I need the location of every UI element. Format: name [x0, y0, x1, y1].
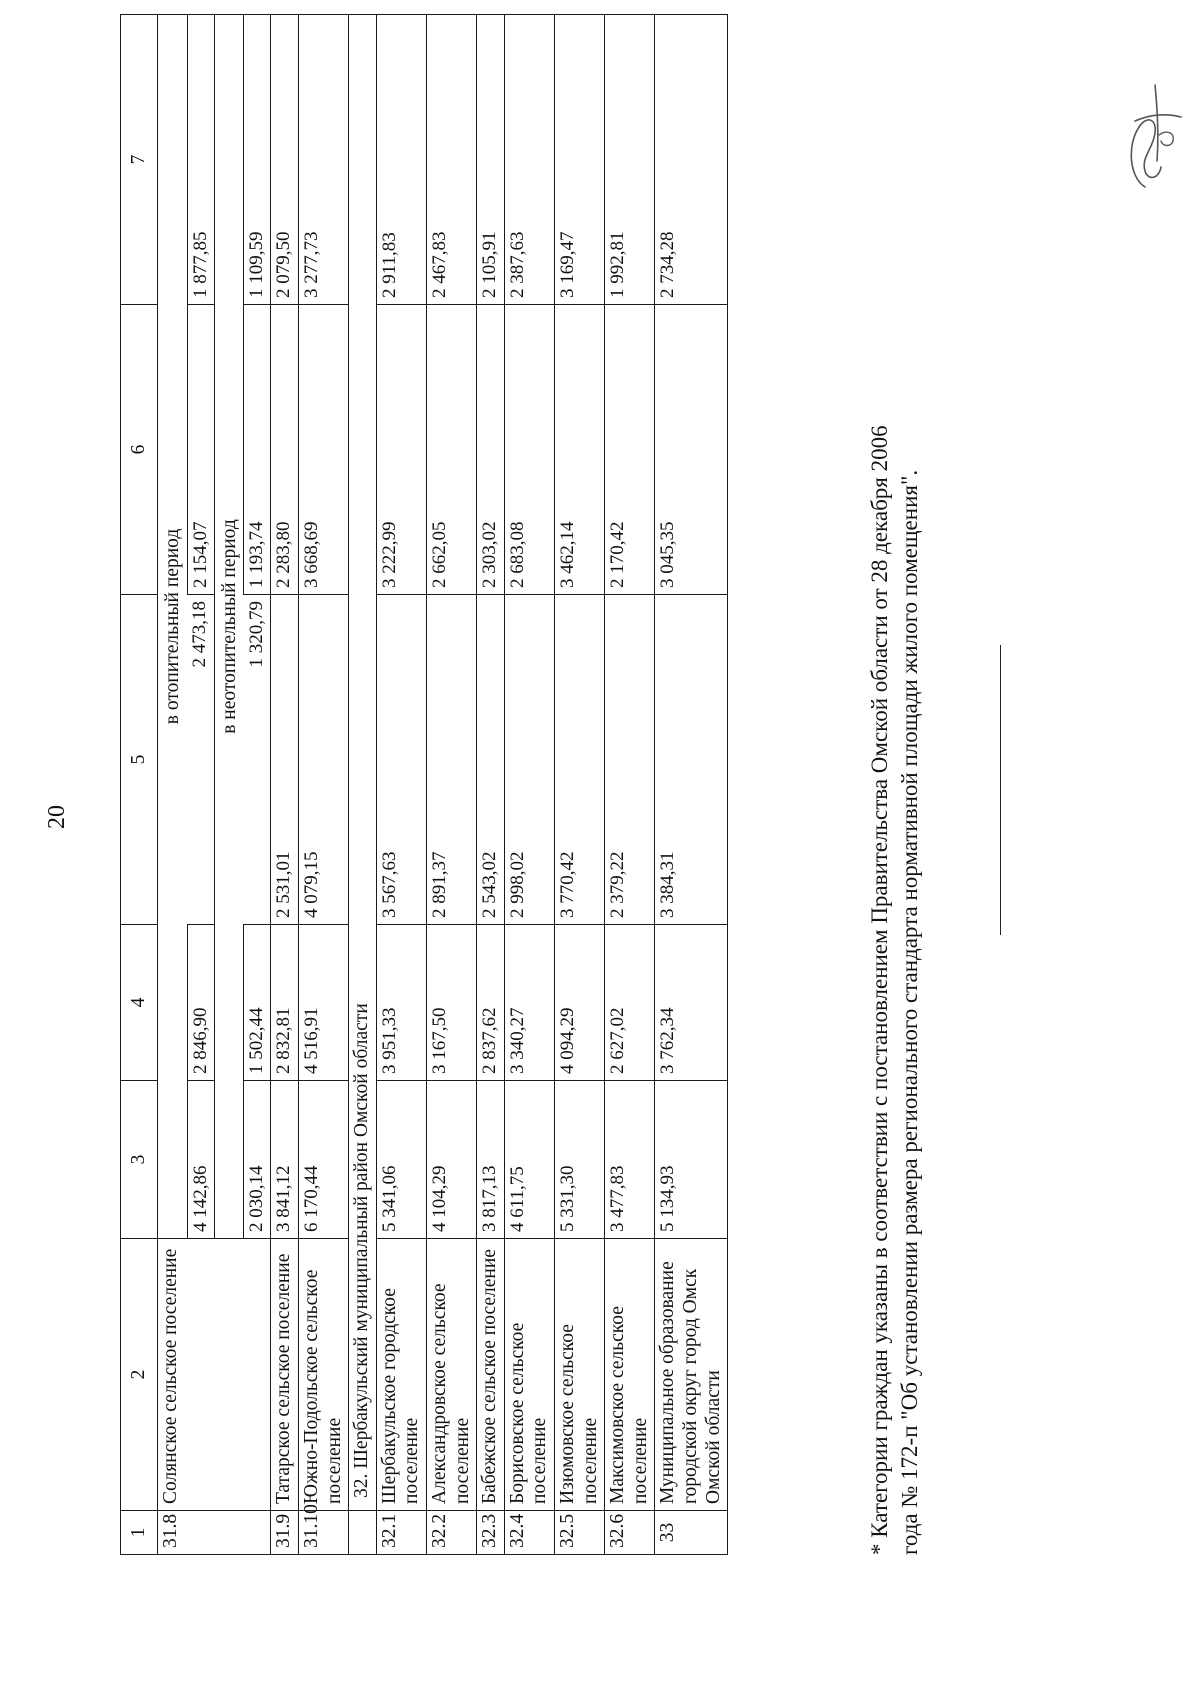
- table-row: [298, 15, 348, 1555]
- value-cell: 2 832,81: [271, 925, 299, 1081]
- column-number: 3: [121, 1081, 158, 1239]
- value-cell: 5 331,30: [554, 1081, 604, 1239]
- table-row: [477, 15, 505, 1555]
- value-cell: 2 543,02: [477, 595, 505, 925]
- value-cell: 2 467,83: [426, 15, 476, 305]
- value-cell: 2 531,01: [271, 595, 299, 925]
- settlement-name: Шербакульское городское поселение: [376, 1239, 426, 1511]
- value-cell: 3 770,42: [554, 595, 604, 925]
- value-cell: 2 079,50: [271, 15, 299, 305]
- value-cell: 2 379,22: [605, 595, 655, 925]
- heating-period-label: в отопительный период: [158, 15, 188, 1239]
- value-cell: 1 502,44: [244, 925, 271, 1081]
- nonheating-period-label: в неотопительный период: [214, 15, 244, 1239]
- value-cell: 3 169,47: [554, 15, 604, 305]
- table-row: [655, 15, 728, 1555]
- handwritten-signature: [1115, 75, 1195, 195]
- value-cell: 2 170,42: [605, 305, 655, 595]
- value-cell: 2 627,02: [605, 925, 655, 1081]
- value-cell: 2 683,08: [504, 305, 554, 595]
- value-cell: 3 462,14: [554, 305, 604, 595]
- settlement-name: Солянское сельское поселение: [158, 1239, 271, 1511]
- settlement-name: Борисовское сельское поселение: [504, 1239, 554, 1511]
- column-number: 1: [121, 1511, 158, 1555]
- settlement-name: Бабежское сельское поселение: [477, 1239, 505, 1511]
- value-cell: 2 846,90: [187, 925, 214, 1081]
- value-cell: 2 154,07: [187, 305, 214, 595]
- value-cell: 2 105,91: [477, 15, 505, 305]
- value-cell: 3 045,35: [655, 305, 728, 595]
- value-cell: 6 170,44: [298, 1081, 348, 1239]
- column-number: 4: [121, 925, 158, 1081]
- table-row: [504, 15, 554, 1555]
- value-cell: 3 340,27: [504, 925, 554, 1081]
- empty-cell: [349, 1511, 377, 1555]
- row-number: 32.1: [376, 1511, 426, 1555]
- value-cell: 3 762,34: [655, 925, 728, 1081]
- footnote: [865, 0, 925, 1555]
- value-cell: 4 142,86: [187, 1081, 214, 1239]
- section-header-row: [349, 15, 377, 1555]
- value-cell: 1 320,79: [244, 595, 271, 925]
- row-number: 33: [655, 1511, 728, 1555]
- value-cell: 5 341,06: [376, 1081, 426, 1239]
- settlement-name: Татарское сельское поселение: [271, 1239, 299, 1511]
- row-number: 31.8: [158, 1511, 271, 1555]
- value-cell: 2 891,37: [426, 595, 476, 925]
- value-cell: 3 817,13: [477, 1081, 505, 1239]
- settlement-name: Максимовское сельское поселение: [605, 1239, 655, 1511]
- value-cell: 2 837,62: [477, 925, 505, 1081]
- value-cell: 2 998,02: [504, 595, 554, 925]
- settlement-name: Александровское сельское поселение: [426, 1239, 476, 1511]
- section-title: 32. Шербакульский муниципальный район Омской области: [349, 15, 377, 1511]
- row-number: 31.10: [298, 1511, 348, 1555]
- column-number: 6: [121, 305, 158, 595]
- column-number: 7: [121, 15, 158, 305]
- column-number: 2: [121, 1239, 158, 1511]
- row-number: 31.9: [271, 1511, 299, 1555]
- footnote-line: года № 172-п "Об установлении размера регионального стандарта нормативной площади жилого помещения".: [897, 469, 922, 1555]
- footnote-line: * Категории граждан указаны в соответствии с постановлением Правительства Омской области от 28 декабря 2006: [867, 425, 892, 1555]
- value-cell: 3 167,50: [426, 925, 476, 1081]
- value-cell: 2 387,63: [504, 15, 554, 305]
- settlement-name: Южно-Подольское сельское поселение: [298, 1239, 348, 1511]
- value-cell: 5 134,93: [655, 1081, 728, 1239]
- row-number: 32.2: [426, 1511, 476, 1555]
- value-cell: 4 079,15: [298, 595, 348, 925]
- value-cell: 3 567,63: [376, 595, 426, 925]
- row-number: 32.4: [504, 1511, 554, 1555]
- settlement-name: Муниципальное образование городской округ город Омск Омской области: [655, 1239, 728, 1511]
- value-cell: 2 303,02: [477, 305, 505, 595]
- value-cell: 2 734,28: [655, 15, 728, 305]
- heating-period-label-row: [158, 15, 188, 1555]
- value-cell: 4 094,29: [554, 925, 604, 1081]
- rotated-page-content: [120, 15, 922, 1555]
- value-cell: 1 193,74: [244, 305, 271, 595]
- value-cell: 2 283,80: [271, 305, 299, 595]
- end-rule: [1000, 645, 1001, 935]
- value-cell: 2 662,05: [426, 305, 476, 595]
- row-number: 32.6: [605, 1511, 655, 1555]
- value-cell: 1 992,81: [605, 15, 655, 305]
- row-number: 32.5: [554, 1511, 604, 1555]
- table-row: [271, 15, 299, 1555]
- value-cell: 4 611,75: [504, 1081, 554, 1239]
- value-cell: 2 911,83: [376, 15, 426, 305]
- settlement-name: Изюмовское сельское поселение: [554, 1239, 604, 1511]
- value-cell: 3 222,99: [376, 305, 426, 595]
- row-number: 32.3: [477, 1511, 505, 1555]
- value-cell: 3 951,33: [376, 925, 426, 1081]
- value-cell: 2 473,18: [187, 595, 214, 925]
- value-cell: 4 516,91: [298, 925, 348, 1081]
- value-cell: 3 841,12: [271, 1081, 299, 1239]
- page-number: 20: [44, 805, 70, 829]
- value-cell: 3 277,73: [298, 15, 348, 305]
- table-row: [554, 15, 604, 1555]
- table-row: [426, 15, 476, 1555]
- value-cell: 1 109,59: [244, 15, 271, 305]
- column-number: 5: [121, 595, 158, 925]
- value-cell: 4 104,29: [426, 1081, 476, 1239]
- value-cell: 3 477,83: [605, 1081, 655, 1239]
- value-cell: 3 668,69: [298, 305, 348, 595]
- value-cell: 2 030,14: [244, 1081, 271, 1239]
- table-row: [605, 15, 655, 1555]
- value-cell: 1 877,85: [187, 15, 214, 305]
- value-cell: 3 384,31: [655, 595, 728, 925]
- table-row: [376, 15, 426, 1555]
- column-number-row: [121, 15, 158, 1555]
- tariff-table: [120, 14, 728, 1555]
